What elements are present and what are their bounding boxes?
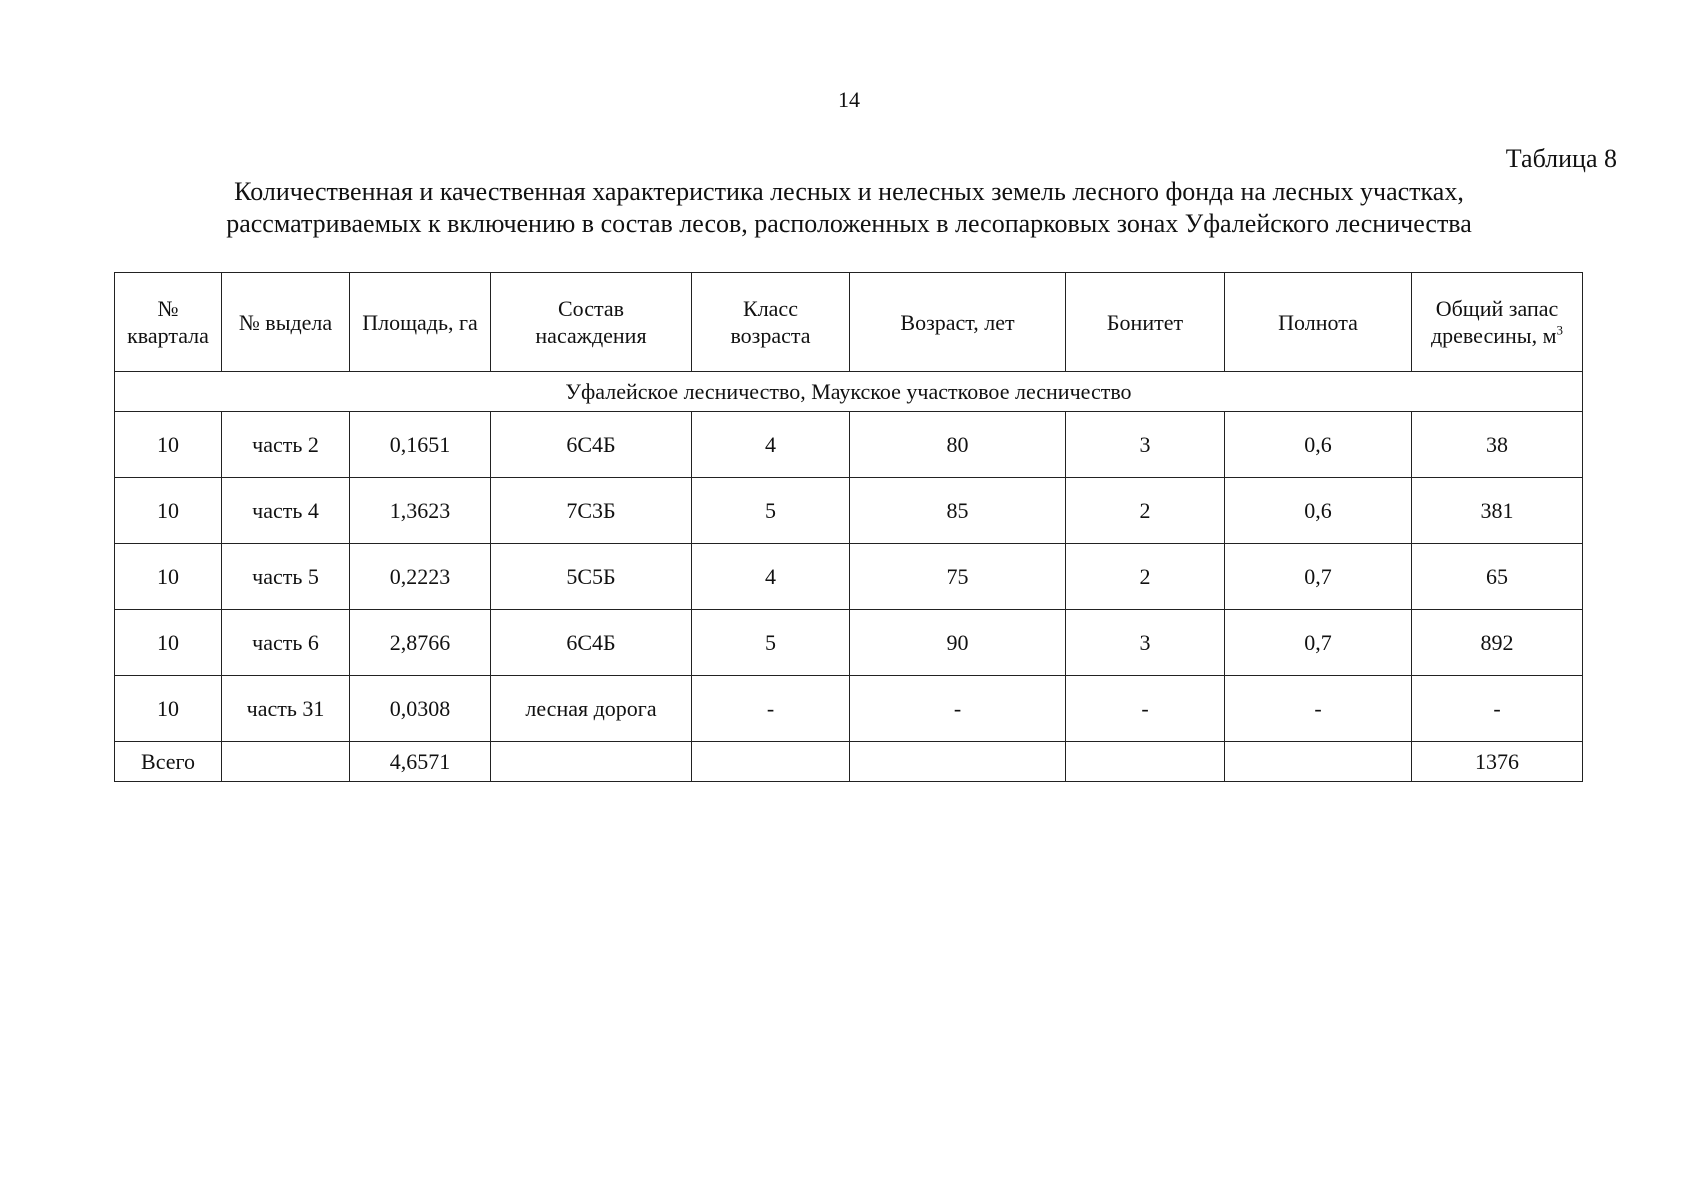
cell-bonitet: 2 [1066, 544, 1225, 610]
total-zapas: 1376 [1412, 742, 1583, 782]
cell-klass: - [692, 676, 850, 742]
cell-sostav: 6С4Б [491, 610, 692, 676]
table-row [115, 610, 1583, 676]
cell-polnota: 0,6 [1225, 478, 1412, 544]
cell-vydel: часть 4 [222, 478, 350, 544]
cell-vydel: часть 5 [222, 544, 350, 610]
cell-bonitet: 3 [1066, 412, 1225, 478]
cell-area: 2,8766 [350, 610, 491, 676]
cell-polnota: 0,7 [1225, 544, 1412, 610]
header-zapas: Общий запас древесины, $м^3$ [1412, 273, 1583, 372]
header-age: Возраст, лет [850, 273, 1066, 372]
cell-polnota: 0,7 [1225, 610, 1412, 676]
cell-zapas: 65 [1412, 544, 1583, 610]
header-klass: Класс возраста [692, 273, 850, 372]
cell-sostav: лесная дорога [491, 676, 692, 742]
cell-vydel: часть 6 [222, 610, 350, 676]
table-header-row [115, 273, 1583, 372]
cell-polnota: - [1225, 676, 1412, 742]
cell-zapas: 381 [1412, 478, 1583, 544]
total-bonitet [1066, 742, 1225, 782]
cell-bonitet: 2 [1066, 478, 1225, 544]
cell-age: - [850, 676, 1066, 742]
total-vydel [222, 742, 350, 782]
total-klass [692, 742, 850, 782]
cell-area: 1,3623 [350, 478, 491, 544]
table-label: Таблица 8 [1505, 144, 1617, 173]
cell-polnota: 0,6 [1225, 412, 1412, 478]
page-number: 14 [838, 87, 860, 112]
cell-bonitet: - [1066, 676, 1225, 742]
total-row [115, 742, 1583, 782]
cell-klass: 4 [692, 412, 850, 478]
table-row [115, 676, 1583, 742]
header-polnota: Полнота [1225, 273, 1412, 372]
cell-age: 80 [850, 412, 1066, 478]
cell-zapas: - [1412, 676, 1583, 742]
table-title [0, 176, 1698, 240]
header-kvartal: № квартала [115, 273, 222, 372]
cell-sostav: 7С3Б [491, 478, 692, 544]
cell-kvartal: 10 [115, 676, 222, 742]
cell-klass: 4 [692, 544, 850, 610]
cell-bonitet: 3 [1066, 610, 1225, 676]
header-vydel: № выдела [222, 273, 350, 372]
cell-zapas: 892 [1412, 610, 1583, 676]
forest-characteristics-table [114, 272, 1583, 782]
cell-klass: 5 [692, 610, 850, 676]
total-label: Всего [115, 742, 222, 782]
header-bonitet: Бонитет [1066, 273, 1225, 372]
total-sostav [491, 742, 692, 782]
table-row [115, 412, 1583, 478]
cell-vydel: часть 31 [222, 676, 350, 742]
cell-sostav: 6С4Б [491, 412, 692, 478]
cell-age: 90 [850, 610, 1066, 676]
table-title-line: рассматриваемых к включению в состав лесов, расположенных в лесопарковых зонах Уфалейского лесничества [226, 209, 1472, 238]
cell-age: 75 [850, 544, 1066, 610]
cell-kvartal: 10 [115, 478, 222, 544]
total-area: 4,6571 [350, 742, 491, 782]
cell-kvartal: 10 [115, 610, 222, 676]
cell-area: 0,1651 [350, 412, 491, 478]
cell-vydel: часть 2 [222, 412, 350, 478]
cell-sostav: 5С5Б [491, 544, 692, 610]
section-title: Уфалейское лесничество, Маукское участковое лесничество [115, 372, 1583, 412]
total-polnota [1225, 742, 1412, 782]
cell-kvartal: 10 [115, 412, 222, 478]
cell-age: 85 [850, 478, 1066, 544]
table-row [115, 544, 1583, 610]
table-title-line: Количественная и качественная характеристика лесных и нелесных земель лесного фонда на лесных участках, [234, 177, 1464, 206]
table-row [115, 478, 1583, 544]
cell-zapas: 38 [1412, 412, 1583, 478]
cell-area: 0,0308 [350, 676, 491, 742]
cell-kvartal: 10 [115, 544, 222, 610]
cell-klass: 5 [692, 478, 850, 544]
cell-area: 0,2223 [350, 544, 491, 610]
section-row [115, 372, 1583, 412]
total-age [850, 742, 1066, 782]
header-sostav: Состав насаждения [491, 273, 692, 372]
header-area: Площадь, га [350, 273, 491, 372]
